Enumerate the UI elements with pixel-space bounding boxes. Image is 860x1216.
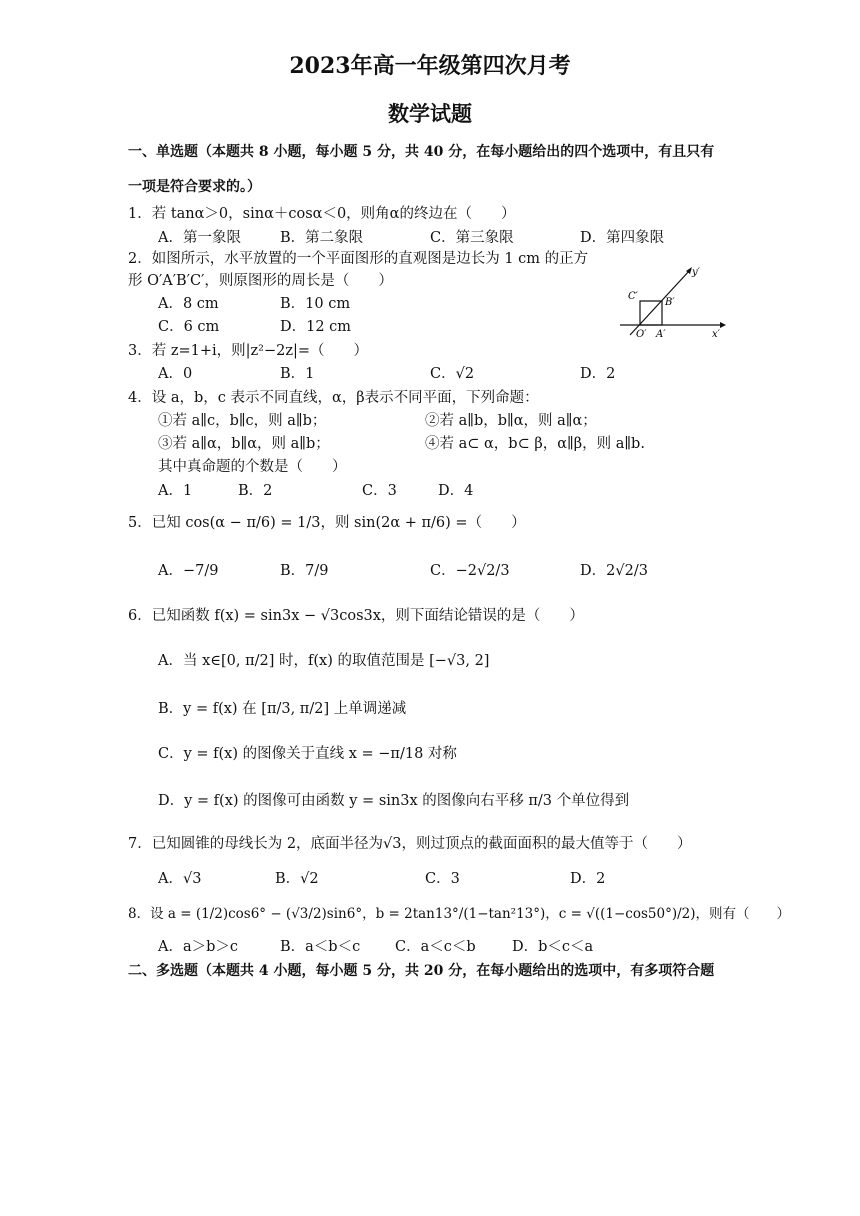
q8-option-a: A．a＞b＞c xyxy=(158,939,239,955)
q2-option-a: A．8 cm xyxy=(158,296,219,312)
q7-stem: 7．已知圆锥的母线长为 2，底面半径为√3，则过顶点的截面面积的最大值等于（ ） xyxy=(128,836,692,852)
label-a: A′ xyxy=(656,329,666,340)
q6-stem: 6．已知函数 f(x) = sin3x − √3cos3x，则下面结论错误的是（ ） xyxy=(128,608,584,624)
q4-count: 其中真命题的个数是（ ） xyxy=(158,459,347,475)
section1-heading-line1: 一、单选题（本题共 8 小题，每小题 5 分，共 40 分，在每小题给出的四个选项中，有且只有 xyxy=(128,144,715,160)
q1-option-b: B．第二象限 xyxy=(280,230,364,246)
q2-stem-line1: 2．如图所示，水平放置的一个平面图形的直观图是边长为 1 cm 的正方 xyxy=(128,251,589,267)
q7-option-d: D．2 xyxy=(570,871,606,887)
q8-option-b: B．a＜b＜c xyxy=(280,939,361,955)
q6-option-b: B．y = f(x) 在 [π/3, π/2] 上单调递减 xyxy=(158,701,407,717)
label-o: O′ xyxy=(636,329,647,340)
q3-stem: 3．若 z=1+i，则|z²−2z|=（ ） xyxy=(128,343,369,359)
q5-option-a: A．−7/9 xyxy=(158,563,219,579)
exam-title: 2023年高一年级第四次月考 xyxy=(289,53,571,79)
q5-option-c: C．−2√2/3 xyxy=(430,563,510,579)
q4-option-b: B．2 xyxy=(238,483,273,499)
q1-stem: 1．若 tanα＞0，sinα＋cosα＜0，则角α的终边在（ ） xyxy=(128,206,516,222)
q5-stem: 5．已知 cos(α − π/6) = 1/3，则 sin(2α + π/6) =（ ） xyxy=(128,515,526,531)
q2-stem-line2: 形 O′A′B′C′，则原图形的周长是（ ） xyxy=(128,273,393,289)
q1-option-c: C．第三象限 xyxy=(430,230,514,246)
subject-title: 数学试题 xyxy=(388,101,472,126)
q6-option-a: A．当 x∈[0, π/2] 时，f(x) 的取值范围是 [−√3, 2] xyxy=(158,653,490,669)
q4-prop-3: ③若 a∥α，b∥α，则 a∥b； xyxy=(158,436,330,452)
q2-figure xyxy=(620,265,730,340)
q1-option-d: D．第四象限 xyxy=(580,230,665,246)
q2-option-b: B．10 cm xyxy=(280,296,351,312)
q6-option-d: D．y = f(x) 的图像可由函数 y = sin3x 的图像向右平移 π/3 个单位得到 xyxy=(158,793,630,809)
q4-option-a: A．1 xyxy=(158,483,193,499)
q2-option-d: D．12 cm xyxy=(280,319,352,335)
label-c: C′ xyxy=(628,291,638,302)
label-b: B′ xyxy=(665,297,675,308)
q4-stem: 4．设 a，b，c 表示不同直线，α，β表示不同平面，下列命题： xyxy=(128,390,539,406)
q7-option-b: B．√2 xyxy=(275,871,319,887)
q8-option-d: D．b＜c＜a xyxy=(512,939,594,955)
q3-option-a: A．0 xyxy=(158,366,193,382)
q7-option-c: C．3 xyxy=(425,871,460,887)
q3-option-d: D．2 xyxy=(580,366,616,382)
q4-prop-4: ④若 a⊂ α，b⊂ β，α∥β，则 a∥b. xyxy=(425,436,645,452)
q4-prop-2: ②若 a∥b，b∥α，则 a∥α； xyxy=(425,413,597,429)
q1-option-a: A．第一象限 xyxy=(158,230,241,246)
section1-heading-line2: 一项是符合要求的。） xyxy=(128,179,261,195)
q2-option-c: C．6 cm xyxy=(158,319,220,335)
label-x: x′ xyxy=(712,329,720,340)
q4-option-d: D．4 xyxy=(438,483,474,499)
x-arrow-icon xyxy=(720,322,726,328)
q7-option-a: A．√3 xyxy=(158,871,202,887)
q3-option-b: B．1 xyxy=(280,366,315,382)
q3-option-c: C．√2 xyxy=(430,366,475,382)
q4-prop-1: ①若 a∥c，b∥c，则 a∥b； xyxy=(158,413,327,429)
q4-option-c: C．3 xyxy=(362,483,397,499)
section2-heading: 二、多选题（本题共 4 小题，每小题 5 分，共 20 分，在每小题给出的选项中，有多项符合题 xyxy=(128,963,715,979)
q8-stem: 8．设 a = (1/2)cos6° − (√3/2)sin6°，b = 2tan13°/(1−tan²13°)，c = √((1−cos50°)/2)，则有（ ） xyxy=(128,906,790,922)
q5-option-d: D．2√2/3 xyxy=(580,563,648,579)
q8-option-c: C．a＜c＜b xyxy=(395,939,476,955)
q6-option-c: C．y = f(x) 的图像关于直线 x = −π/18 对称 xyxy=(158,746,457,762)
q5-option-b: B．7/9 xyxy=(280,563,329,579)
label-y: y′ xyxy=(692,267,700,278)
